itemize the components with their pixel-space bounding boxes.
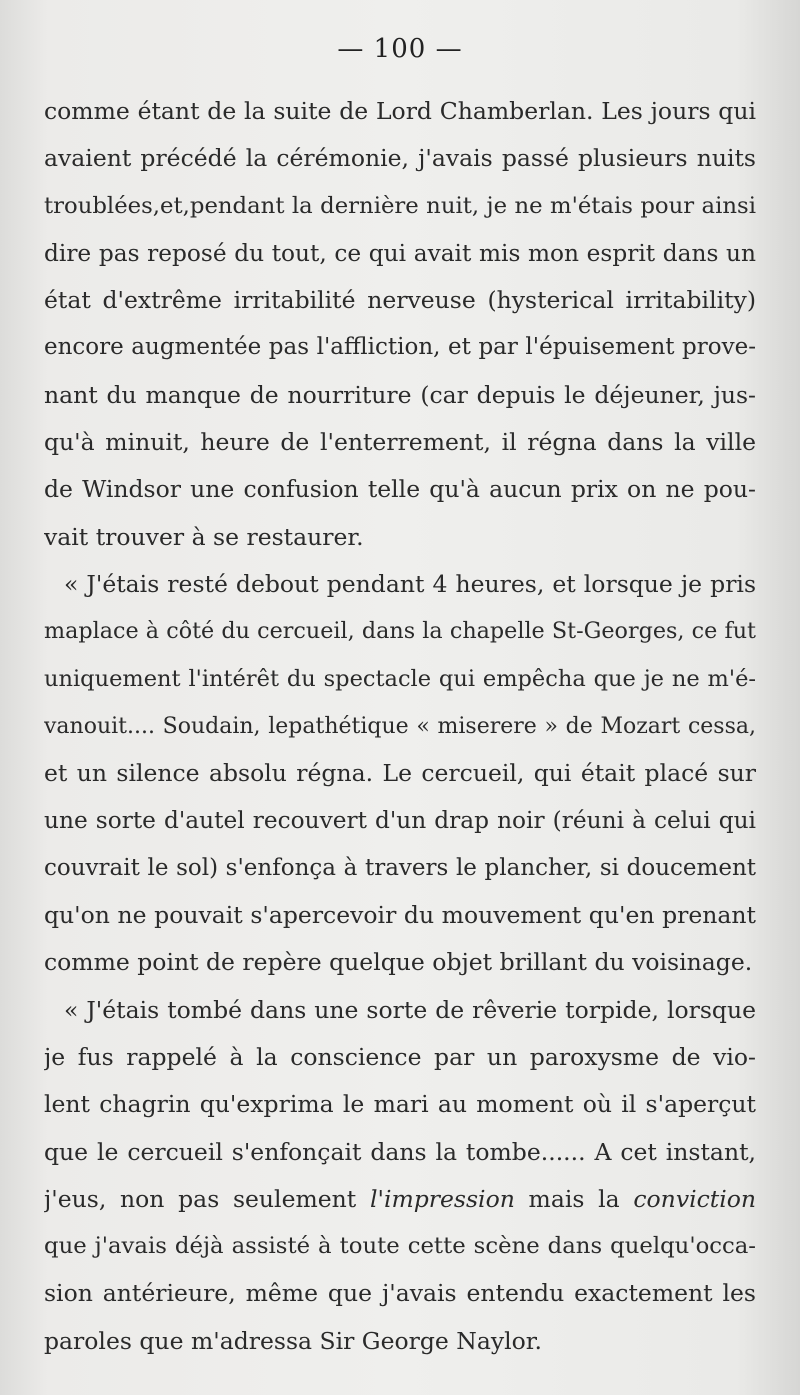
text-line: état d'extrême irritabilité nerveuse (hysterical irritability) [44, 286, 756, 315]
text-segment: mais la [514, 1184, 634, 1213]
body-text [44, 88, 756, 1365]
text-line: troublées,et,pendant la dernière nuit, je ne m'étais pour ainsi [44, 192, 756, 219]
text-line: je fus rappelé à la conscience par un paroxysme de vio- [44, 1042, 756, 1071]
text-line: de Windsor une confusion telle qu'à aucun prix on ne pou- [44, 475, 756, 504]
italic-word: conviction [633, 1184, 756, 1213]
text-line: dire pas reposé du tout, ce qui avait mis mon esprit dans un [44, 239, 756, 267]
text-line: avaient précédé la cérémonie, j'avais passé plusieurs nuits [44, 144, 756, 173]
text-line: nant du manque de nourriture (car depuis le déjeuner, jus- [44, 380, 756, 409]
text-line: uniquement l'intérêt du spectacle qui empêcha que je ne m'é- [44, 665, 756, 692]
text-line: qu'à minuit, heure de l'enterrement, il régna dans la ville [44, 428, 756, 457]
text-line: « J'étais tombé dans une sorte de rêverie torpide, lorsque [64, 995, 756, 1024]
text-line: vanouit.... Soudain, lepathétique « miserere » de Mozart cessa, [44, 713, 756, 739]
text-line: « J'étais resté debout pendant 4 heures, et lorsque je pris [64, 569, 756, 598]
text-line: comme étant de la suite de Lord Chamberlan. Les jours qui [44, 97, 756, 125]
text-line: sion antérieure, même que j'avais entendu exactement les [44, 1279, 756, 1308]
page-number: — 100 — [337, 34, 463, 64]
text-line: lent chagrin qu'exprima le mari au moment où il s'aperçut [44, 1090, 756, 1119]
text-line: que le cercueil s'enfonçait dans la tombe...... A cet instant, [44, 1137, 756, 1166]
text-line: et un silence absolu régna. Le cercueil, qui était placé sur [44, 759, 756, 788]
text-line: couvrait le sol) s'enfonça à travers le plancher, si doucement [44, 854, 756, 881]
text-line: que j'avais déjà assisté à toute cette scène dans quelqu'occa- [44, 1233, 756, 1260]
text-line: comme point de repère quelque objet brillant du voisinage. [44, 948, 753, 977]
text-line: maplace à côté du cercueil, dans la chapelle St-Georges, ce fut [44, 618, 756, 645]
text-line: encore augmentée pas l'affliction, et par l'épuisement prove- [44, 334, 756, 361]
text-line: vait trouver à se restaurer. [44, 522, 364, 551]
italic-word: l'impression [369, 1184, 515, 1213]
text-segment: j'eus, non pas seulement [44, 1184, 370, 1213]
text-line: qu'on ne pouvait s'apercevoir du mouvement qu'en prenant [44, 901, 756, 930]
text-line: une sorte d'autel recouvert d'un drap noir (réuni à celui qui [44, 807, 756, 835]
text-line: paroles que m'adressa Sir George Naylor. [44, 1326, 542, 1355]
text-line-italic-mixed [44, 1176, 756, 1223]
